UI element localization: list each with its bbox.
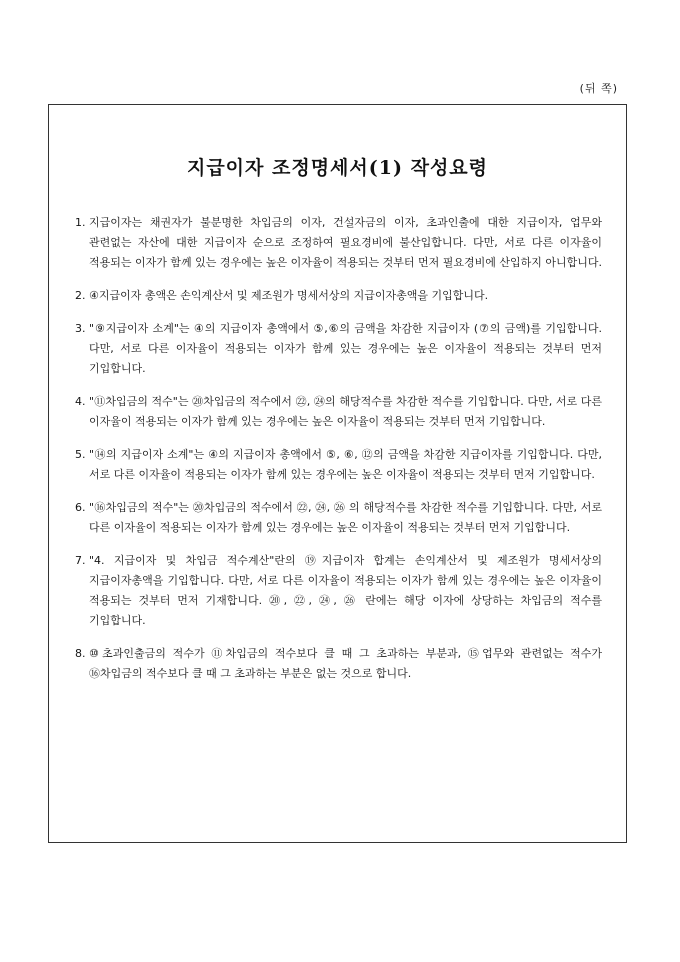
page-side-label: (뒤 쪽) (579, 82, 618, 95)
instruction-text: "⑨지급이자 소계"는 ④의 지급이자 총액에서 ⑤,⑥의 금액을 차감한 지급이자 (⑦의 금액)를 기입합니다. 다만, 서로 다른 이자율이 적용되는 이자가 함께 있는 경우에는 높은 이자율이 적용되는 것부터 먼저 기입합니다. (89, 322, 602, 375)
instruction-number: 4. (75, 395, 86, 408)
instruction-item (75, 551, 602, 631)
instruction-number: 5. (75, 448, 86, 461)
instruction-number: 8. (75, 647, 86, 660)
instruction-item (75, 392, 602, 432)
instruction-number: 7. (75, 554, 86, 567)
instruction-text: "⑪차입금의 적수"는 ⑳차입금의 적수에서 ㉒, ㉔의 해당적수를 차감한 적수를 기입합니다. 다만, 서로 다른 이자율이 적용되는 이자가 함께 있는 경우에는 높은 이자율이 적용되는 것부터 먼저 기입합니다. (89, 395, 602, 428)
instruction-item (75, 644, 602, 684)
instruction-text: "⑭의 지급이자 소계"는 ④의 지급이자 총액에서 ⑤, ⑥, ⑫의 금액을 차감한 지급이자를 기입합니다. 다만, 서로 다른 이자율이 적용되는 이자가 함께 있는 경우에는 높은 이자율이 적용되는 것부터 먼저 기입합니다. (89, 448, 602, 481)
instruction-item (75, 213, 602, 273)
instruction-number: 2. (75, 289, 86, 302)
instruction-list (75, 213, 602, 697)
document-title: 지급이자 조정명세서(1) 작성요령 (186, 157, 489, 179)
instruction-item (75, 445, 602, 485)
instructions-frame (48, 104, 627, 843)
instruction-text: "⑯차입금의 적수"는 ⑳차입금의 적수에서 ㉒, ㉔, ㉖ 의 해당적수를 차감한 적수를 기입합니다. 다만, 서로 다른 이자율이 적용되는 이자가 함께 있는 경우에는 높은 이자율이 적용되는 것부터 먼저 기입합니다. (89, 501, 602, 534)
instruction-number: 6. (75, 501, 86, 514)
instruction-item (75, 319, 602, 379)
instruction-number: 1. (75, 216, 86, 229)
instruction-text: ④지급이자 총액은 손익계산서 및 제조원가 명세서상의 지급이자총액을 기입합니다. (89, 289, 489, 302)
instruction-text: 지급이자는 채권자가 불분명한 차입금의 이자, 건설자금의 이자, 초과인출에 대한 지급이자, 업무와 관련없는 자산에 대한 지급이자 순으로 조정하여 필요경비에 불산입합니다. 다만, 서로 다른 이자율이 적용되는 이자가 함께 있는 경우에는 높은 이자율이 적용되는 것부터 먼저 필요경비에 산입하지 아니합니다. (89, 216, 602, 269)
instruction-item (75, 286, 602, 306)
instruction-number: 3. (75, 322, 86, 335)
instruction-item (75, 498, 602, 538)
instruction-text: ⑩초과인출금의 적수가 ⑪차입금의 적수보다 클 때 그 초과하는 부분과, ⑮업무와 관련없는 적수가 ⑯차입금의 적수보다 클 때 그 초과하는 부분은 없는 것으로 합니다. (89, 647, 602, 680)
instruction-text: "4. 지급이자 및 차입금 적수계산"란의 ⑲지급이자 합계는 손익계산서 및 제조원가 명세서상의 지급이자총액을 기입합니다. 다만, 서로 다른 이자율이 적용되는 이자가 함께 있는 경우에는 높은 이자율이 적용되는 것부터 먼저 기재합니다. ⑳, ㉒, ㉔, ㉖ 란에는 해당 이자에 상당하는 차입금의 적수를 기입합니다. (89, 554, 602, 627)
